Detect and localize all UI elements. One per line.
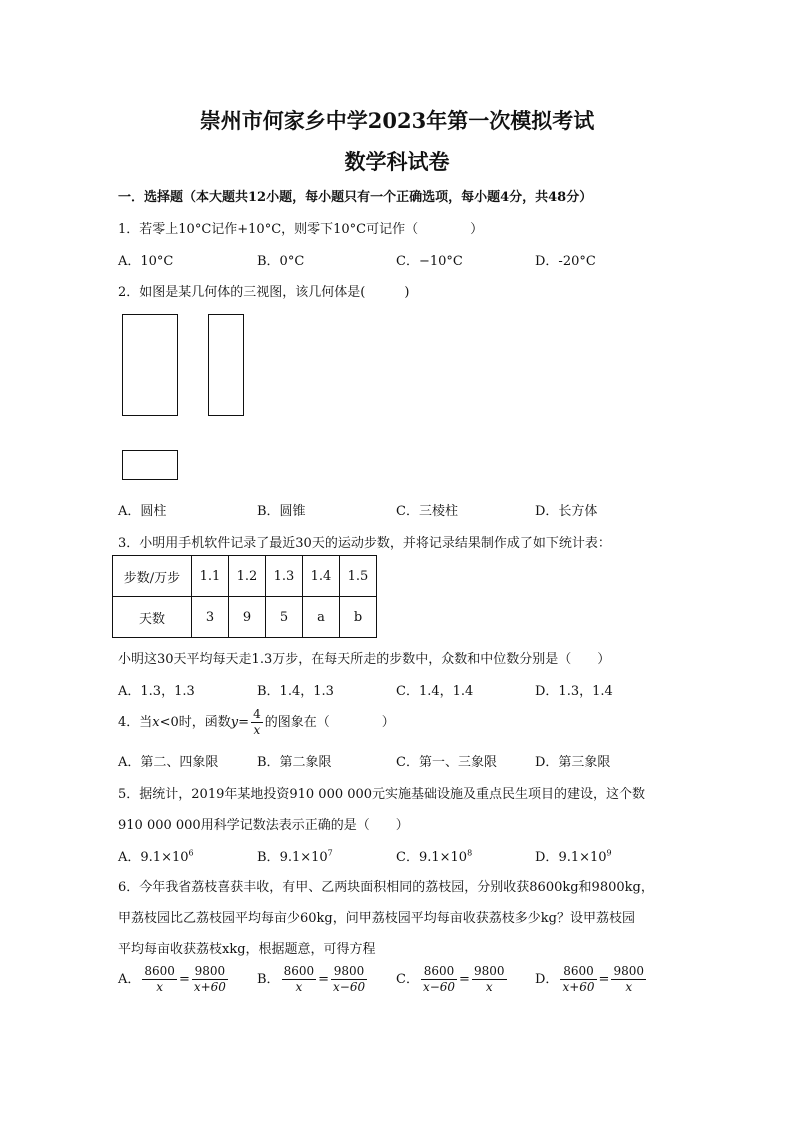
- q4-stem: [118, 707, 395, 738]
- exam-subtitle: 数学科试卷: [344, 149, 450, 174]
- option-label: D．: [535, 972, 559, 987]
- q4-equals: =: [238, 715, 250, 730]
- q3-option-d: D．1.3，1.4: [535, 684, 613, 699]
- denominator: x: [295, 980, 303, 994]
- table-header-steps: 步数/万步: [113, 556, 192, 597]
- option-base: 9.1×10: [418, 850, 468, 865]
- table-cell: 1.1: [192, 556, 229, 597]
- denominator: x: [156, 980, 164, 994]
- numerator: 8600: [283, 964, 315, 978]
- table-row: [113, 556, 377, 597]
- right-fraction: [472, 964, 507, 995]
- right-fraction: [611, 964, 646, 995]
- numerator: 8600: [144, 964, 175, 978]
- q6-option-c: [396, 964, 509, 995]
- q6-stem-line2: 甲荔枝园比乙荔枝园平均每亩少60kg，问甲荔枝园平均每亩收获荔枝多少kg？设甲荔枝园: [118, 911, 635, 926]
- q2-option-b: B．圆锥: [257, 504, 306, 519]
- left-fraction: [560, 964, 596, 995]
- denominator: x: [485, 980, 493, 994]
- q6-option-a: [118, 964, 230, 995]
- option-label: C．: [396, 972, 419, 987]
- left-fraction: [142, 964, 177, 995]
- q4-fraction: [251, 707, 263, 738]
- numerator: 9800: [613, 964, 644, 978]
- q1-option-b: B．0°C: [257, 254, 305, 269]
- side-view-rectangle: [208, 314, 244, 416]
- option-exponent: 9: [606, 848, 612, 858]
- q3-stem: 3．小明用手机软件记录了最近30天的运动步数，并将记录结果制作成了如下统计表：: [118, 536, 611, 551]
- left-fraction: [282, 964, 317, 995]
- table-row: [113, 597, 377, 638]
- q4-fraction-denominator: x: [253, 723, 261, 737]
- option-exponent: 7: [327, 848, 333, 858]
- table-cell: 1.2: [229, 556, 266, 597]
- left-fraction: [421, 964, 457, 995]
- numerator: 8600: [560, 964, 596, 980]
- q1-stem: 1．若零上10°C记作+10°C，则零下10°C可记作（ ）: [118, 222, 484, 237]
- table-cell: 9: [229, 597, 266, 638]
- numerator: 9800: [331, 964, 367, 980]
- q3-option-c: C．1.4，1.4: [396, 684, 474, 699]
- numerator: 8600: [421, 964, 457, 980]
- q4-option-c: C．第一、三象限: [396, 755, 497, 770]
- option-exponent: 8: [467, 848, 473, 858]
- q6-stem-line1: 6．今年我省荔枝喜获丰收，有甲、乙两块面积相同的荔枝园，分别收获8600kg和9800kg，: [118, 880, 654, 895]
- q5-option-a: [118, 846, 194, 865]
- option-label: A．: [118, 972, 141, 987]
- option-base: 9.1×10: [140, 850, 189, 865]
- q1-option-d: D．-20°C: [535, 254, 596, 269]
- q4-condition: <0时，函数: [159, 715, 231, 730]
- table-cell: 1.3: [266, 556, 303, 597]
- denominator: x−60: [422, 980, 456, 994]
- table-cell: 5: [266, 597, 303, 638]
- option-base: 9.1×10: [558, 850, 607, 865]
- q3-option-a: A．1.3，1.3: [118, 684, 195, 699]
- denominator: x+60: [193, 980, 226, 994]
- q1-option-c: C．−10°C: [396, 254, 463, 269]
- q5-option-b: [257, 846, 333, 865]
- denominator: x+60: [562, 980, 595, 994]
- q2-option-a: A．圆柱: [118, 504, 167, 519]
- q3-option-b: B．1.4，1.3: [257, 684, 334, 699]
- section-heading: 一．选择题（本大题共12小题，每小题只有一个正确选项，每小题4分，共48分）: [118, 190, 593, 205]
- q5-option-c: [396, 846, 472, 865]
- option-base: 9.1×10: [279, 850, 328, 865]
- q6-stem-line3: 平均每亩收获荔枝xkg，根据题意，可得方程: [118, 942, 376, 957]
- top-view-rectangle: [122, 450, 178, 480]
- numerator: 9800: [473, 964, 505, 978]
- equals-sign: =: [178, 972, 190, 987]
- q2-option-d: D．长方体: [535, 504, 598, 519]
- q5-stem-line1: 5．据统计，2019年某地投资910 000 000元实施基础设施及重点民生项目的建设，这个数: [118, 787, 646, 802]
- table-header-days: 天数: [113, 597, 192, 638]
- q5-stem-line2: 910 000 000用科学记数法表示正确的是（ ）: [118, 818, 409, 833]
- option-label: B．: [257, 850, 280, 865]
- q4-option-a: A．第二、四象限: [118, 755, 219, 770]
- q6-option-b: [257, 964, 369, 995]
- exam-title: 崇州市何家乡中学2023年第一次模拟考试: [199, 108, 595, 133]
- q4-stem-end: 的图象在（ ）: [264, 715, 395, 730]
- option-label: B．: [257, 972, 280, 987]
- numerator: 9800: [192, 964, 228, 980]
- q2-stem: 2．如图是某几何体的三视图，该几何体是( ): [118, 285, 410, 300]
- denominator: x−60: [333, 980, 366, 994]
- right-fraction: [331, 964, 367, 995]
- steps-table: [112, 555, 377, 638]
- front-view-rectangle: [122, 314, 178, 416]
- equals-sign: =: [318, 972, 330, 987]
- option-exponent: 6: [188, 848, 194, 858]
- q4-var-y: y: [230, 715, 239, 730]
- q1-option-a: A．10°C: [118, 254, 174, 269]
- q4-option-b: B．第二象限: [257, 755, 332, 770]
- q6-option-d: [535, 964, 648, 995]
- q2-option-c: C．三棱柱: [396, 504, 458, 519]
- denominator: x: [625, 980, 633, 994]
- option-label: A．: [118, 850, 141, 865]
- q5-option-d: [535, 846, 612, 865]
- table-cell: 3: [192, 597, 229, 638]
- table-cell: 1.4: [303, 556, 340, 597]
- option-label: D．: [535, 850, 559, 865]
- option-label: C．: [396, 850, 419, 865]
- q3-followup: 小明这30天平均每天走1.3万步，在每天所走的步数中，众数和中位数分别是（ ）: [118, 652, 611, 667]
- q4-fraction-numerator: 4: [253, 707, 261, 721]
- table-cell: 1.5: [340, 556, 377, 597]
- table-cell: a: [303, 597, 340, 638]
- q4-option-d: D．第三象限: [535, 755, 611, 770]
- right-fraction: [192, 964, 228, 995]
- equals-sign: =: [598, 972, 610, 987]
- equals-sign: =: [459, 972, 470, 987]
- q4-stem-start: 4．当: [118, 715, 153, 730]
- table-cell: b: [340, 597, 377, 638]
- q4-var-x: x: [152, 715, 160, 730]
